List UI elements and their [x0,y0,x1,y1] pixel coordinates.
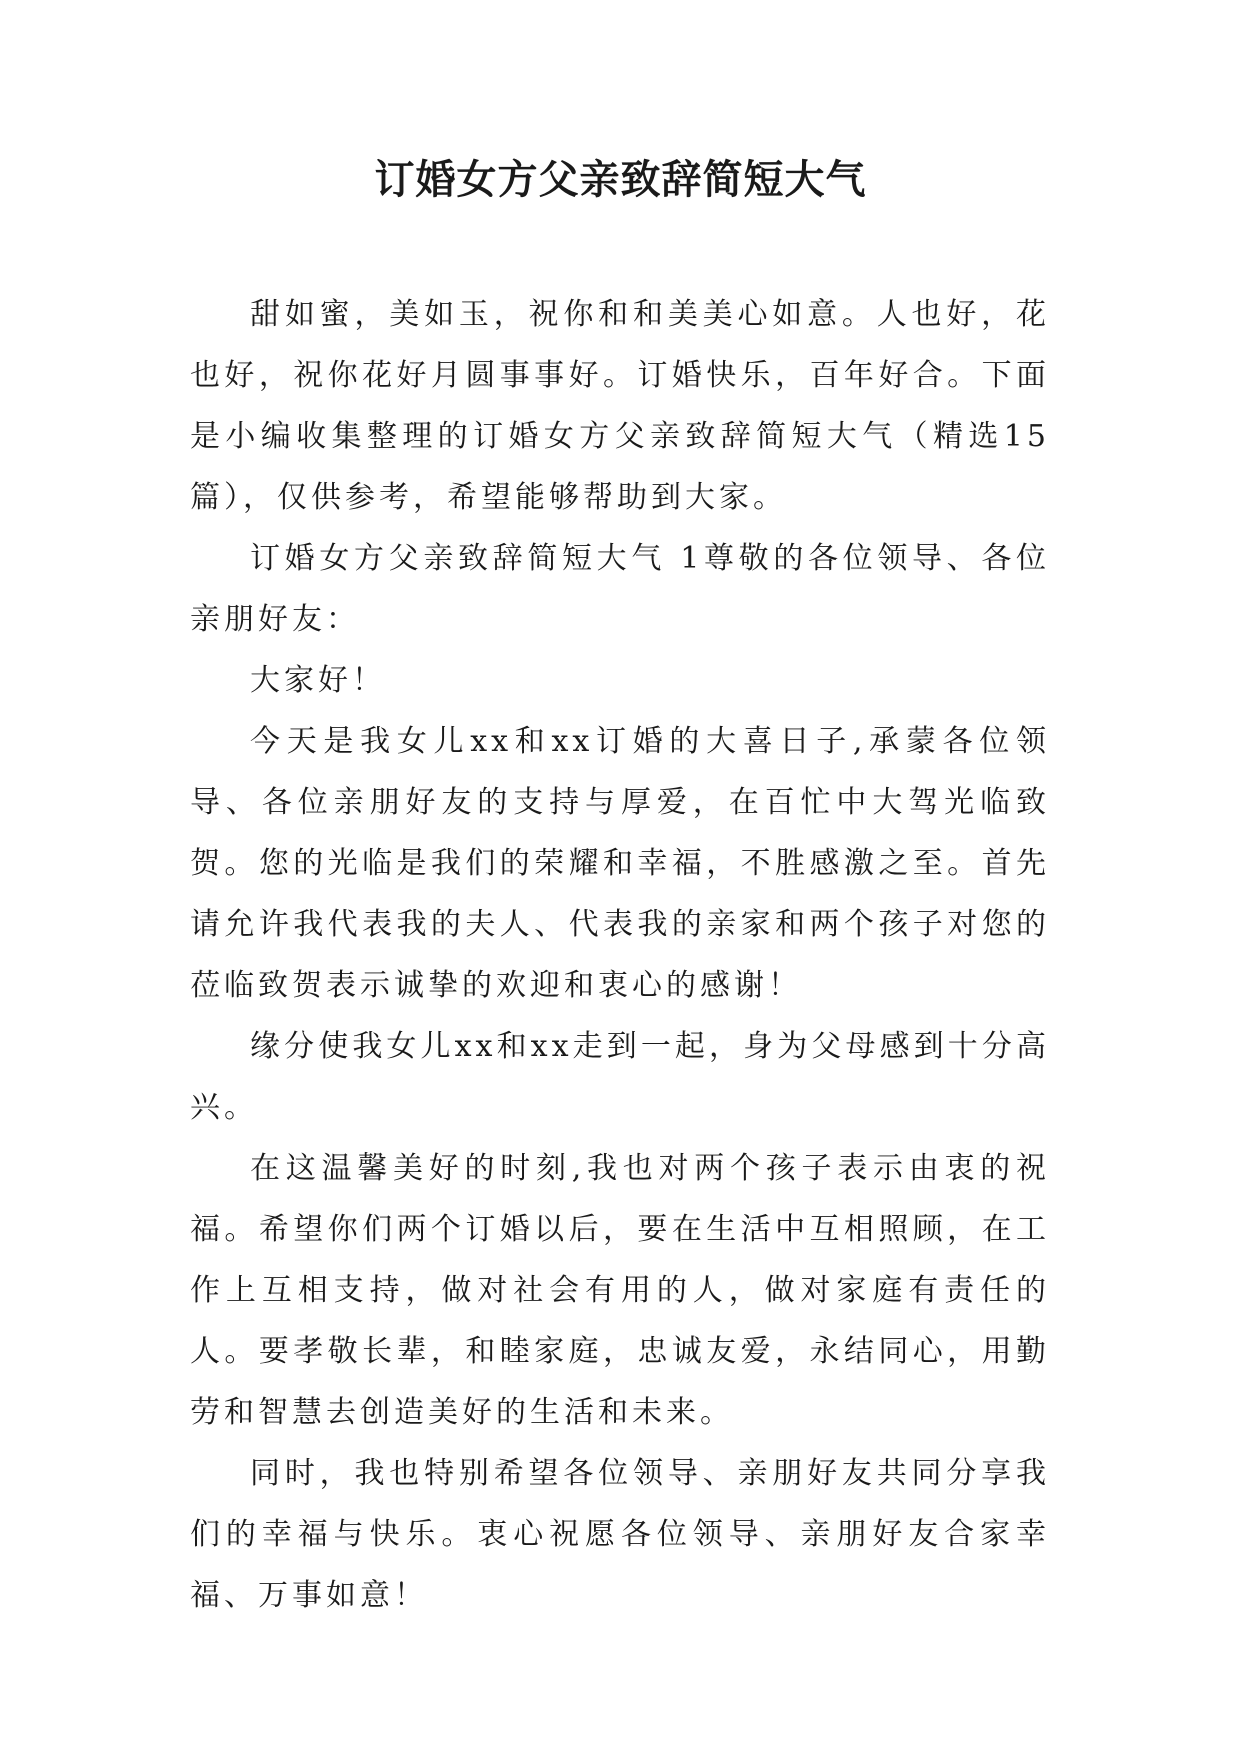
paragraph-blessing: 在这温馨美好的时刻,我也对两个孩子表示由衷的祝福。希望你们两个订婚以后，要在生活中互相照顾，在工作上互相支持，做对社会有用的人，做对家庭有责任的人。要孝敬长辈，和睦家庭，忠诚友爱，永结同心，用勤劳和智慧去创造美好的生活和未来。 [190,1151,1050,1430]
document-title: 订婚女方父亲致辞简短大气 [374,157,867,203]
paragraph-closing: 同时，我也特别希望各位领导、亲朋好友共同分享我们的幸福与快乐。衷心祝愿各位领导、亲朋好友合家幸福、万事如意！ [190,1456,1050,1613]
paragraph-salutation: 订婚女方父亲致辞简短大气 1尊敬的各位领导、各位亲朋好友： [190,541,1050,637]
document-body [190,284,1050,1626]
paragraph-greeting: 大家好！ [250,663,386,698]
paragraph-fate: 缘分使我女儿xx和xx走到一起，身为父母感到十分高兴。 [190,1029,1050,1125]
paragraph-thanks: 今天是我女儿xx和xx订婚的大喜日子,承蒙各位领导、各位亲朋好友的支持与厚爱，在百忙中大驾光临致贺。您的光临是我们的荣耀和幸福，不胜感激之至。首先请允许我代表我的夫人、代表我的亲家和两个孩子对您的莅临致贺表示诚挚的欢迎和衷心的感谢！ [190,724,1050,1003]
paragraph-intro: 甜如蜜，美如玉，祝你和和美美心如意。人也好，花也好，祝你花好月圆事事好。订婚快乐，百年好合。下面是小编收集整理的订婚女方父亲致辞简短大气（精选15篇），仅供参考，希望能够帮助到大家。 [190,297,1050,515]
